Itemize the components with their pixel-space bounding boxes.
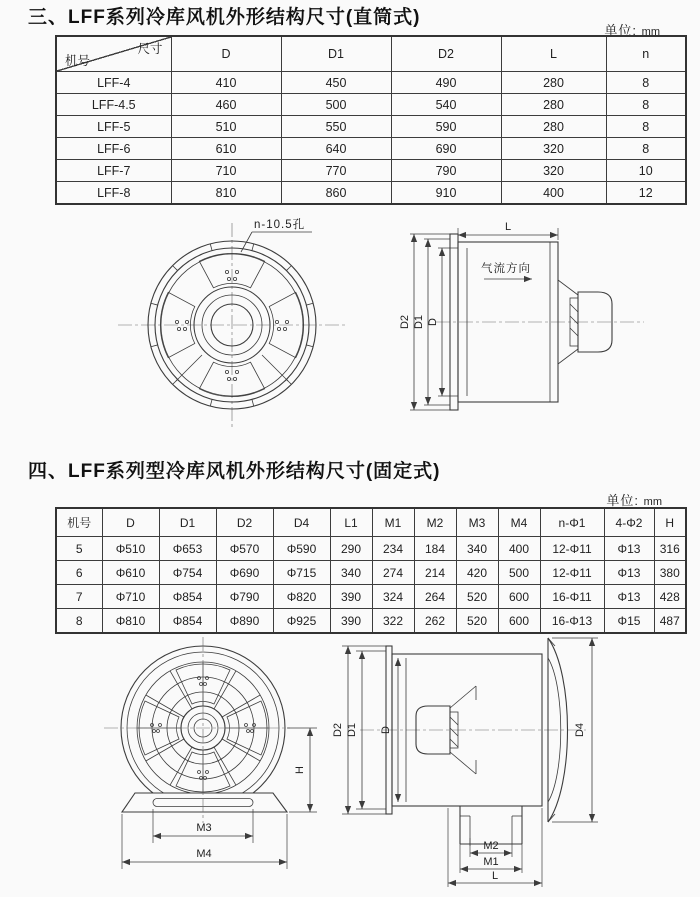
value-cell: 550 <box>281 116 391 138</box>
column-header: M4 <box>498 508 540 537</box>
value-cell: 280 <box>501 116 606 138</box>
value-cell: Φ15 <box>604 609 654 634</box>
dim-label-d: D <box>427 318 439 326</box>
value-cell: 8 <box>606 94 686 116</box>
value-cell: 600 <box>498 585 540 609</box>
corner-label-size: 尺寸 <box>137 42 163 56</box>
column-header: D2 <box>216 508 273 537</box>
unit-value: mm <box>643 496 662 508</box>
bolt-hole-cluster <box>275 320 288 330</box>
value-cell: 540 <box>391 94 501 116</box>
column-header: 4-Φ2 <box>604 508 654 537</box>
dim-label-h: H <box>294 766 306 774</box>
dim-label-m3: M3 <box>196 822 212 834</box>
table-row <box>56 116 686 138</box>
value-cell: Φ854 <box>159 585 216 609</box>
table-row <box>56 537 686 561</box>
value-cell: 262 <box>414 609 456 634</box>
value-cell: Φ854 <box>159 609 216 634</box>
value-cell: 770 <box>281 160 391 182</box>
value-cell: 400 <box>498 537 540 561</box>
dim-label-d1: D1 <box>413 314 425 330</box>
model-cell: LFF-8 <box>56 182 171 205</box>
value-cell: 320 <box>501 138 606 160</box>
value-cell: 410 <box>171 72 281 94</box>
model-cell: LFF-6 <box>56 138 171 160</box>
dim-label-d2: D2 <box>332 722 344 738</box>
value-cell: 290 <box>330 537 372 561</box>
value-cell: Φ820 <box>273 585 330 609</box>
value-cell: 12-Φ11 <box>540 561 604 585</box>
value-cell: 487 <box>654 609 686 634</box>
section2-title: 四、LFF系列型冷库风机外形结构尺寸(固定式) <box>28 461 441 482</box>
model-cell: 7 <box>56 585 102 609</box>
table-row <box>56 585 686 609</box>
value-cell: 214 <box>414 561 456 585</box>
value-cell: 810 <box>171 182 281 205</box>
value-cell: 520 <box>456 585 498 609</box>
unit-label: 单位: <box>606 493 640 508</box>
column-header: L <box>501 36 606 72</box>
value-cell: 324 <box>372 585 414 609</box>
corner-label-model: 机号 <box>65 54 91 68</box>
mounting-base <box>122 793 287 812</box>
mounting-foot <box>460 806 522 844</box>
value-cell: Φ590 <box>273 537 330 561</box>
value-cell: 184 <box>414 537 456 561</box>
value-cell: 500 <box>498 561 540 585</box>
fixed-type-dimension-table <box>55 507 687 634</box>
straight-fan-side-view-drawing <box>400 210 680 445</box>
dim-label-m4: M4 <box>196 848 212 860</box>
value-cell: 316 <box>654 537 686 561</box>
value-cell: 390 <box>330 609 372 634</box>
value-cell: 322 <box>372 609 414 634</box>
table-header-row <box>56 508 686 537</box>
value-cell: 12-Φ11 <box>540 537 604 561</box>
value-cell: Φ790 <box>216 585 273 609</box>
value-cell: 610 <box>171 138 281 160</box>
value-cell: 790 <box>391 160 501 182</box>
column-header: D2 <box>391 36 501 72</box>
fixed-fan-front-view-drawing <box>90 633 360 883</box>
model-cell: LFF-7 <box>56 160 171 182</box>
value-cell: Φ715 <box>273 561 330 585</box>
table-header-row <box>56 36 686 72</box>
value-cell: 520 <box>456 609 498 634</box>
column-header: H <box>654 508 686 537</box>
value-cell: 274 <box>372 561 414 585</box>
value-cell: 860 <box>281 182 391 205</box>
value-cell: 8 <box>606 116 686 138</box>
value-cell: Φ710 <box>102 585 159 609</box>
dim-label-d4: D4 <box>574 722 586 738</box>
value-cell: 234 <box>372 537 414 561</box>
column-header: D4 <box>273 508 330 537</box>
column-header: L1 <box>330 508 372 537</box>
column-header: 机号 <box>56 508 102 537</box>
value-cell: 710 <box>171 160 281 182</box>
column-header: M2 <box>414 508 456 537</box>
dim-label-m2: M2 <box>483 840 499 852</box>
value-cell: 320 <box>501 160 606 182</box>
value-cell: 510 <box>171 116 281 138</box>
value-cell: 500 <box>281 94 391 116</box>
value-cell: Φ925 <box>273 609 330 634</box>
table-row <box>56 160 686 182</box>
column-header: M1 <box>372 508 414 537</box>
value-cell: 10 <box>606 160 686 182</box>
value-cell: 340 <box>330 561 372 585</box>
value-cell: Φ570 <box>216 537 273 561</box>
model-cell: 6 <box>56 561 102 585</box>
value-cell: 640 <box>281 138 391 160</box>
value-cell: Φ13 <box>604 585 654 609</box>
corner-header-cell <box>56 36 171 72</box>
value-cell: 420 <box>456 561 498 585</box>
value-cell: Φ754 <box>159 561 216 585</box>
fixed-fan-side-view-drawing <box>330 630 640 885</box>
value-cell: Φ653 <box>159 537 216 561</box>
airflow-direction-label: 气流方向 <box>481 263 531 275</box>
value-cell: 280 <box>501 94 606 116</box>
model-cell: LFF-4.5 <box>56 94 171 116</box>
straight-type-dimension-table <box>55 35 687 205</box>
value-cell: 690 <box>391 138 501 160</box>
value-cell: Φ13 <box>604 537 654 561</box>
table-row <box>56 94 686 116</box>
value-cell: 280 <box>501 72 606 94</box>
straight-fan-front-view-drawing <box>112 203 352 443</box>
value-cell: 590 <box>391 116 501 138</box>
dim-label-d: D <box>380 726 392 734</box>
value-cell: 390 <box>330 585 372 609</box>
value-cell: 450 <box>281 72 391 94</box>
value-cell: Φ690 <box>216 561 273 585</box>
column-header: M3 <box>456 508 498 537</box>
column-header: D1 <box>159 508 216 537</box>
column-header: D1 <box>281 36 391 72</box>
value-cell: 12 <box>606 182 686 205</box>
value-cell: 460 <box>171 94 281 116</box>
value-cell: 910 <box>391 182 501 205</box>
model-cell: LFF-4 <box>56 72 171 94</box>
value-cell: 600 <box>498 609 540 634</box>
section1-title: 三、LFF系列冷库风机外形结构尺寸(直筒式) <box>28 7 421 28</box>
column-header: D <box>102 508 159 537</box>
value-cell: 380 <box>654 561 686 585</box>
model-cell: LFF-5 <box>56 116 171 138</box>
dim-label-m1: M1 <box>483 856 499 868</box>
value-cell: 8 <box>606 72 686 94</box>
value-cell: 264 <box>414 585 456 609</box>
model-cell: 5 <box>56 537 102 561</box>
dim-label-d2: D2 <box>399 314 411 330</box>
value-cell: 16-Φ13 <box>540 609 604 634</box>
table-row <box>56 138 686 160</box>
unit-label: 单位: <box>604 23 638 38</box>
table-row <box>56 561 686 585</box>
unit-value: mm <box>641 26 660 38</box>
column-header: n-Φ1 <box>540 508 604 537</box>
bolt-hole-cluster <box>175 320 188 330</box>
dim-label-l: L <box>504 221 512 233</box>
value-cell: Φ890 <box>216 609 273 634</box>
table-row <box>56 72 686 94</box>
value-cell: Φ13 <box>604 561 654 585</box>
model-cell: 8 <box>56 609 102 634</box>
column-header: D <box>171 36 281 72</box>
value-cell: 400 <box>501 182 606 205</box>
value-cell: 428 <box>654 585 686 609</box>
dim-label-l: L <box>491 870 499 882</box>
column-header: n <box>606 36 686 72</box>
dim-label-d1: D1 <box>346 722 358 738</box>
value-cell: Φ510 <box>102 537 159 561</box>
value-cell: 8 <box>606 138 686 160</box>
value-cell: Φ610 <box>102 561 159 585</box>
value-cell: 490 <box>391 72 501 94</box>
table-row <box>56 182 686 205</box>
value-cell: 340 <box>456 537 498 561</box>
value-cell: 16-Φ11 <box>540 585 604 609</box>
value-cell: Φ810 <box>102 609 159 634</box>
hole-count-label: n-10.5孔 <box>254 219 306 231</box>
